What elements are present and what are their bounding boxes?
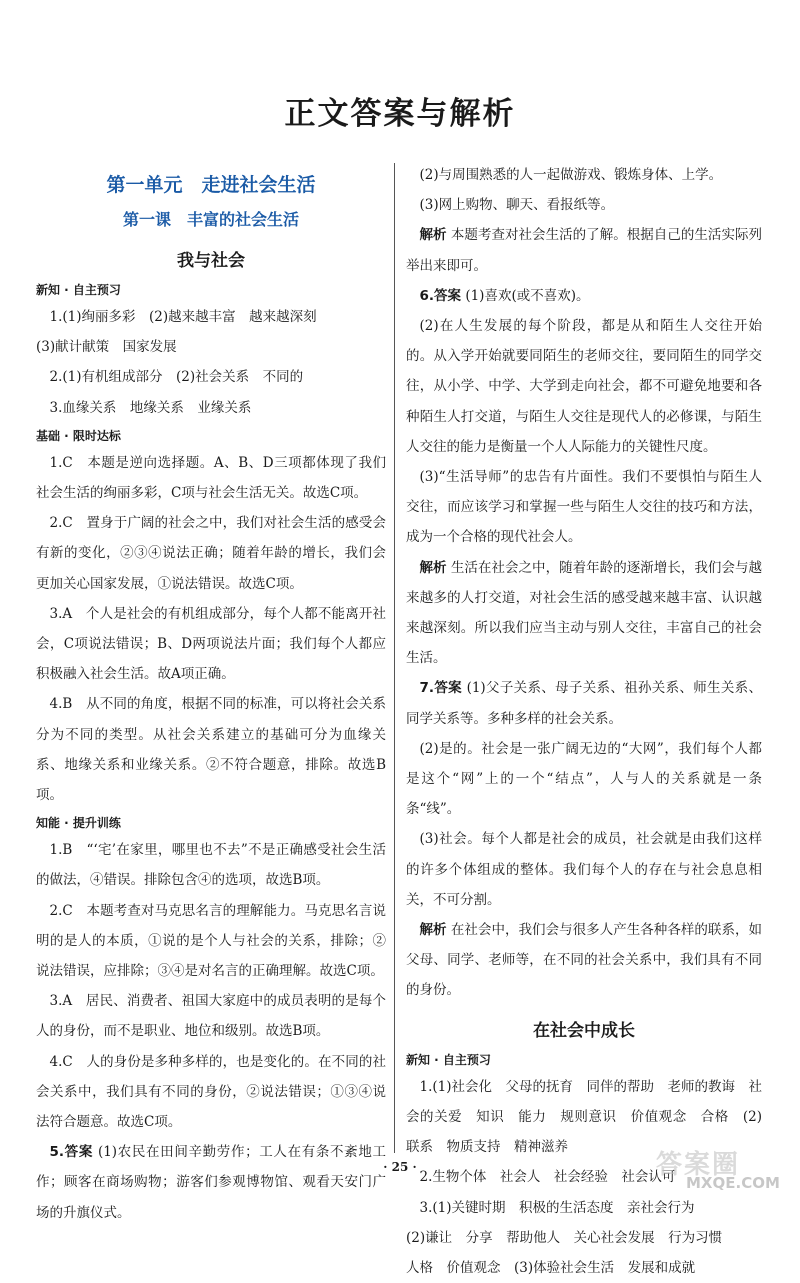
subheading-basic: 基础 · 限时达标 [36, 428, 121, 443]
watermark-text: 答案圈 [656, 1150, 741, 1180]
answer-line: 2.(1)有机组成部分 (2)社会关系 不同的 [49, 369, 304, 386]
answer-paragraph: (2)是的。社会是一张广阔无边的“大网”，我们每个人都是这个“网”上的一个“结点”，人与人的关系就是一条条“线”。 [406, 740, 762, 818]
answer-line: (3)网上购物、聊天、看报纸等。 [419, 197, 615, 214]
answer-paragraph [406, 281, 762, 311]
column-divider [394, 163, 395, 1153]
answer-paragraph: 3.A 个人是社会的有机组成部分，每个人都不能离开社会，C项说法错误；B、D两项说法片面；我们每个人都应积极融入社会生活。故A项正确。 [36, 605, 386, 683]
subheading-improve: 知能 · 提升训练 [36, 816, 121, 831]
answer-line: (2)与周围熟悉的人一起做游戏、锻炼身体、上学。 [419, 167, 723, 183]
answer-paragraph: 1.B “‘宅’在家里，哪里也不去”不是正确感受社会生活的做法，④错误。排除包含④的选项，故选B项。 [36, 842, 386, 889]
answer-label: 6.答案 [419, 287, 462, 304]
subheading-preview: 新知 · 自主预习 [36, 283, 121, 297]
answer-text: (1)喜欢(或不喜欢)。 [465, 287, 590, 304]
analysis-text: 本题考查对社会生活的了解。根据自己的生活实际列举出来即可。 [406, 227, 763, 274]
answer-paragraph: (2)在人生发展的每个阶段，都是从和陌生人交往开始的。从入学开始就要同陌生的老师交往，要同陌生的同学交往，从小学、中学、大学到走向社会，都不可避免地要和各种陌生人打交道，与陌生人交往是现代人的必修课，与陌生人交往的能力是衡量一个人人际能力的关键性尺度。 [406, 318, 762, 455]
answer-line: 1.(1)绚丽多彩 (2)越来越丰富 越来越深刻 [49, 309, 317, 325]
answer-line: 3.(1)关键时期 积极的生活态度 亲社会行为 [419, 1199, 695, 1216]
analysis-label: 解析 [419, 559, 447, 576]
answer-paragraph: (3)社会。每个人都是社会的成员，社会就是由我们这样的许多个体组成的整体。我们每个人的存在与社会息息相关，不可分割。 [406, 831, 762, 908]
answer-label: 7.答案 [419, 680, 462, 697]
answer-paragraph: 4.B 从不同的角度，根据不同的标准，可以将社会关系分为不同的类型。从社会关系建立的基础可分为血缘关系、地缘关系和业缘关系。②不符合题意，排除。故选B项。 [36, 696, 386, 804]
answer-text: (1)农民在田间辛勤劳作；工人在有条不紊地工作；顾客在商场购物；游客们参观博物馆、观看天安门广场的升旗仪式。 [36, 1144, 386, 1221]
left-column [36, 160, 386, 1228]
analysis-text: 在社会中，我们会与很多人产生各种各样的联系，如父母、同学、老师等，在不同的社会关系中，我们具有不同的身份。 [406, 922, 763, 999]
analysis-paragraph [406, 553, 762, 674]
watermark-logo [646, 1144, 796, 1196]
answer-label: 5.答案 [49, 1144, 93, 1161]
answer-paragraph [36, 1137, 386, 1228]
answer-line: 人格 价值观念 (3)体验社会生活 发展和成就 [406, 1259, 696, 1276]
lesson-heading: 第一课 丰富的社会生活 [122, 210, 299, 229]
page-title: 正文答案与解析 [284, 96, 516, 132]
answer-paragraph: 2.C 本题考查对马克思名言的理解能力。马克思名言说明的是人的本质，①说的是个人与社会的关系，排除；②说法错误，应排除；③④是对名言的正确理解。故选C项。 [36, 902, 386, 980]
page-number: · 25 · [383, 1160, 417, 1174]
section-title-growth: 在社会中成长 [533, 1020, 635, 1041]
answer-line: 2.生物个体 社会人 社会经验 社会认可 [419, 1169, 676, 1186]
answer-line: (3)献计献策 国家发展 [36, 339, 177, 356]
answer-text: (1)父子关系、母子关系、祖孙关系、师生关系、同学关系等。多种多样的社会关系。 [406, 680, 762, 727]
analysis-paragraph [406, 220, 762, 280]
answer-line: (2)谦让 分享 帮助他人 关心社会发展 行为习惯 [406, 1229, 723, 1246]
answer-paragraph: 1.C 本题是逆向选择题。A、B、D三项都体现了我们社会生活的绚丽多彩，C项与社会生活无关。故选C项。 [36, 454, 386, 502]
answer-paragraph: (3)“生活导师”的忠告有片面性。我们不要惧怕与陌生人交往，而应该学习和掌握一些与陌生人交往的技巧和方法，成为一个合格的现代社会人。 [406, 469, 762, 546]
section-title-wo-yu-shehui: 我与社会 [177, 251, 245, 271]
subheading-preview: 新知 · 自主预习 [406, 1052, 491, 1067]
right-column [406, 160, 762, 1283]
answer-paragraph: 3.A 居民、消费者、祖国大家庭中的成员表明的是每个人的身份，而不是职业、地位和级别。故选B项。 [36, 993, 386, 1040]
analysis-label: 解析 [419, 227, 447, 244]
answer-paragraph: 2.C 置身于广阔的社会之中，我们对社会生活的感受会有新的变化，②③④说法正确；随着年龄的增长，我们会更加关心国家发展，①说法错误。故选C项。 [36, 515, 386, 592]
analysis-text: 生活在社会之中，随着年龄的逐渐增长，我们会与越来越多的人打交道，对社会生活的感受越来越丰富、认识越来越深刻。所以我们应当主动与别人交往，丰富自己的社会生活。 [406, 559, 763, 667]
answer-paragraph [406, 673, 762, 733]
answer-paragraph: 4.C 人的身份是多种多样的，也是变化的。在不同的社会关系中，我们具有不同的身份，②说法错误；①③④说法符合题意。故选C项。 [36, 1053, 386, 1131]
analysis-paragraph [406, 915, 762, 1006]
unit-heading: 第一单元 走进社会生活 [106, 174, 316, 196]
answer-line: 3.血缘关系 地缘关系 业缘关系 [49, 399, 252, 416]
analysis-label: 解析 [419, 922, 447, 939]
watermark-url: MXQE.COM [686, 1174, 780, 1192]
answer-paragraph: 1.(1)社会化 父母的抚育 同伴的帮助 老师的教诲 社会的关爱 知识 能力 规则意识 价值观念 合格 (2)联系 物质支持 精神滋养 [406, 1078, 763, 1156]
